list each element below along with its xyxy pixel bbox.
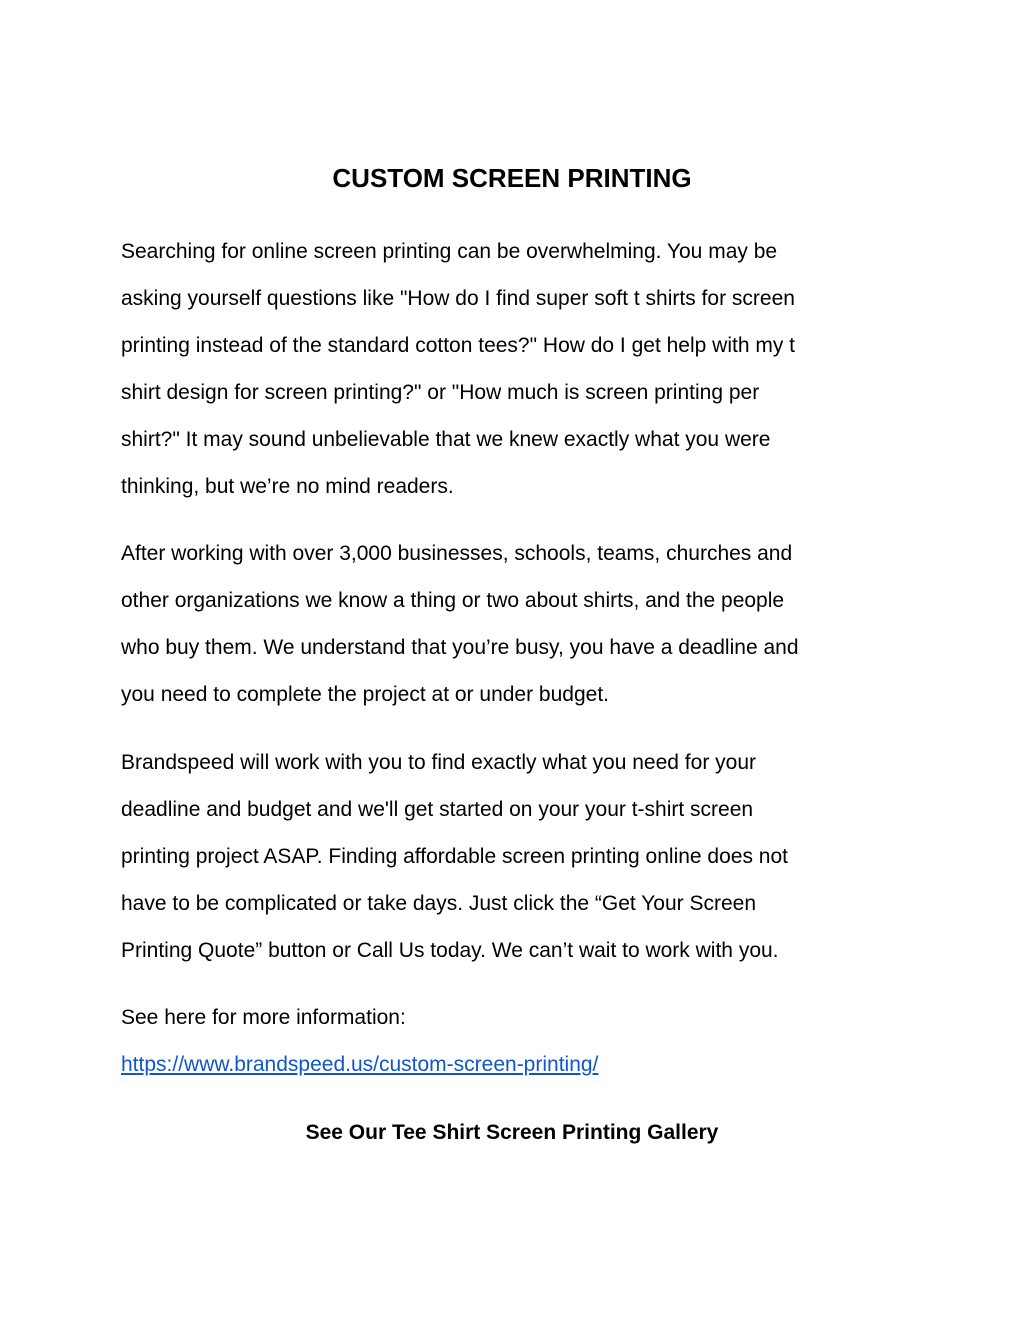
paragraph-line: printing instead of the standard cotton tees?" How do I get help with my t — [121, 334, 796, 357]
paragraph-line: who buy them. We understand that you’re busy, you have a deadline and — [121, 636, 799, 659]
paragraph-line: thinking, but we’re no mind readers. — [121, 475, 454, 498]
intro-paragraph — [121, 228, 891, 510]
more-info-label: See here for more information: — [121, 1006, 406, 1029]
paragraph-line: shirt design for screen printing?" or "How much is screen printing per — [121, 381, 760, 404]
paragraph-line: have to be complicated or take days. Just click the “Get Your Screen — [121, 892, 757, 915]
experience-paragraph — [121, 530, 891, 718]
paragraph-line: other organizations we know a thing or two about shirts, and the people — [121, 589, 785, 612]
gallery-heading: See Our Tee Shirt Screen Printing Gallery — [305, 1121, 719, 1144]
paragraph-line: you need to complete the project at or under budget. — [121, 683, 609, 706]
paragraph-line: deadline and budget and we'll get started on your your t-shirt screen — [121, 798, 754, 821]
paragraph-line: Searching for online screen printing can be overwhelming. You may be — [121, 240, 778, 263]
more-info-link[interactable]: https://www.brandspeed.us/custom-screen-printing/ — [121, 1053, 599, 1076]
paragraph-line: shirt?" It may sound unbelievable that we knew exactly what you were — [121, 428, 771, 451]
paragraph-line: Printing Quote” button or Call Us today. We can’t wait to work with you. — [121, 939, 779, 962]
paragraph-line: printing project ASAP. Finding affordable screen printing online does not — [121, 845, 788, 868]
paragraph-line: Brandspeed will work with you to find exactly what you need for your — [121, 751, 756, 774]
paragraph-line: asking yourself questions like "How do I find super soft t shirts for screen — [121, 287, 795, 310]
offer-paragraph — [121, 739, 891, 974]
paragraph-line: After working with over 3,000 businesses, schools, teams, churches and — [121, 542, 793, 565]
more-info-paragraph — [121, 994, 891, 1088]
page-title: CUSTOM SCREEN PRINTING — [332, 163, 692, 193]
